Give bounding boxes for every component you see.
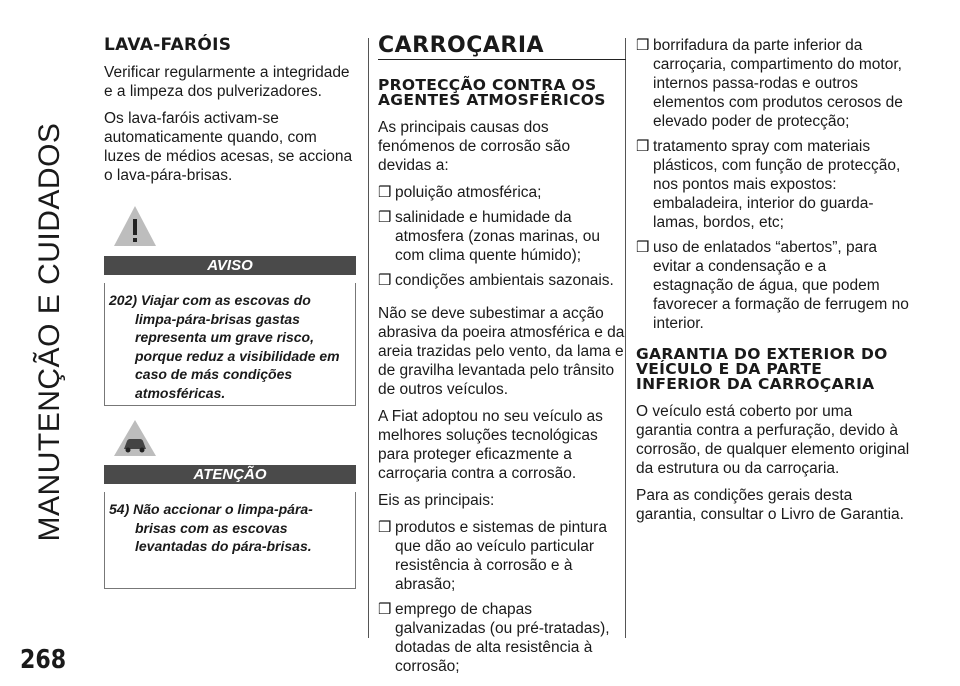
bullet-box-icon: ❒ [636, 239, 650, 256]
section-heading-lava-farois: LAVA-FARÓIS [104, 35, 232, 55]
paragraph: Não se deve subestimar a acção abrasiva da poeira atmosférica e da areia trazidas pelo vento, da lama e de gravilha levantada pelo trânsito de outros veículos. [378, 305, 625, 398]
bullet-box-icon: ❒ [636, 37, 650, 54]
bullet-box-icon: ❒ [636, 138, 650, 155]
subsection-heading: GARANTIA DO EXTERIOR DO VEÍCULO E DA PARTE INFERIOR DA CARROÇARIA [636, 345, 888, 393]
chapter-title: MANUTENÇÃO E CUIDADOS [33, 122, 66, 542]
bullet-box-icon: ❒ [378, 519, 392, 536]
warning-triangle-icon [112, 203, 158, 249]
list-item: ❒ emprego de chapas galvanizadas (ou pré-tratadas), dotadas de alta resistência à corrosão; [378, 601, 610, 675]
column-2 [378, 33, 626, 682]
car-caution-icon [112, 418, 158, 458]
warning-box [104, 256, 356, 406]
paragraph: O veículo está coberto por uma garantia contra a perfuração, devido à corrosão, de qualquer elemento original da estrutura ou da carroçaria. [636, 403, 910, 477]
attention-text [104, 492, 356, 589]
bullet-box-icon: ❒ [378, 209, 392, 226]
bullet-box-icon: ❒ [378, 272, 392, 289]
subsection-heading: PROTECÇÃO CONTRA OS AGENTES ATMOSFÉRICOS [378, 76, 606, 109]
paragraph: Eis as principais: [378, 492, 495, 509]
list-item: ❒ produtos e sistemas de pintura que dão ao veículo particular resistência à corrosão e à abrasão; [378, 519, 607, 593]
paragraph: As principais causas dos fenómenos de corrosão são devidas a: [378, 119, 571, 174]
page-number: 268 [20, 645, 67, 675]
warning-item: 202) Viajar com as escovas do limpa-pára-brisas gastas representa um grave risco, porque reduz a visibilidade em caso de más condições atmosféricas. [109, 292, 340, 401]
attention-label: ATENÇÃO [104, 465, 356, 484]
bullet-box-icon: ❒ [378, 184, 392, 201]
paragraph: A Fiat adoptou no seu veículo as melhores soluções tecnológicas para proteger eficazmente a carroçaria contra a corrosão. [378, 408, 603, 482]
warning-label: AVISO [104, 256, 356, 275]
paragraph: Os lava-faróis activam-se automaticamente quando, com luzes de médios acesas, se acciona o lava-pára-brisas. [104, 110, 353, 184]
list-item: ❒ borrifadura da parte inferior da carroçaria, compartimento do motor, internos passa-rodas e outros elementos com produtos cerosos de elevado poder de protecção; [636, 37, 903, 130]
list-item: ❒ condições ambientais sazonais. [378, 272, 614, 289]
warning-text [104, 283, 356, 406]
list-item: ❒ salinidade e humidade da atmosfera (zonas marinas, ou com clima quente húmido); [378, 209, 601, 264]
column-3 [636, 36, 910, 532]
list-item: ❒ tratamento spray com materiais plásticos, com função de protecção, nos pontos mais expostos: embaladeira, interior do guarda-lamas, bordos, etc; [636, 138, 901, 231]
bullet-box-icon: ❒ [378, 601, 392, 618]
list-item: ❒ poluição atmosférica; [378, 184, 542, 201]
paragraph: Para as condições gerais desta garantia, consultar o Livro de Garantia. [636, 487, 904, 523]
attention-item: 54) Não accionar o limpa-pára-brisas com as escovas levantadas do pára-brisas. [109, 501, 313, 554]
list-item: ❒ uso de enlatados “abertos”, para evitar a condensação e a estagnação de água, que podem favorecer a formação de ferrugem no interior. [636, 239, 909, 332]
attention-box [104, 465, 356, 589]
column-1 [104, 36, 356, 193]
column-divider [368, 38, 369, 638]
paragraph: Verificar regularmente a integridade e a limpeza dos pulverizadores. [104, 64, 350, 100]
section-title-carrocaria: CARROÇARIA [378, 36, 626, 60]
